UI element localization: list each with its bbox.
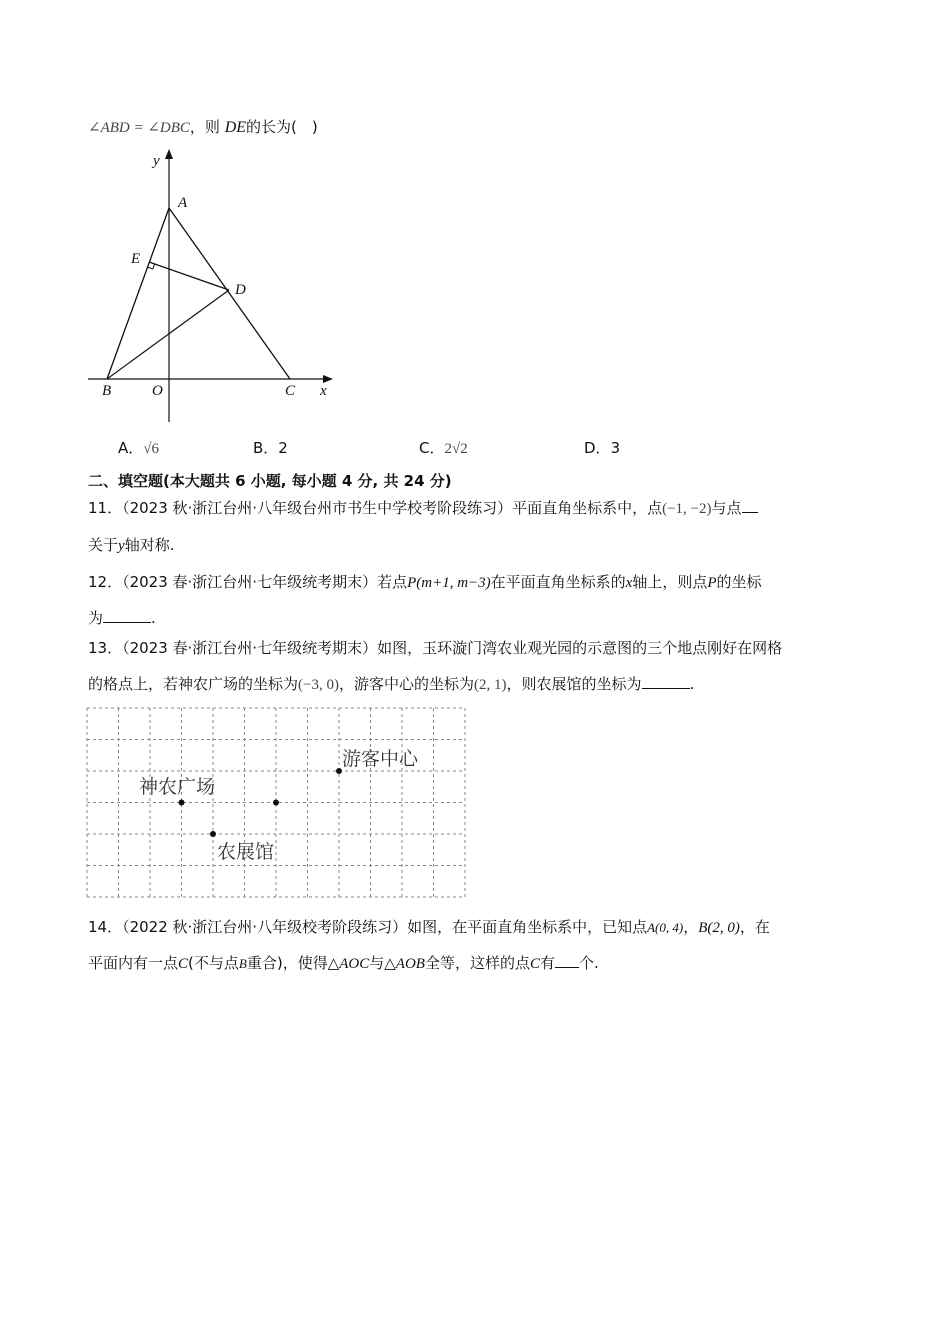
- fig-label-o: O: [152, 383, 163, 399]
- q12-num: 12．: [88, 573, 123, 591]
- q11-line2-a: 关于: [88, 536, 119, 554]
- q14-line2-g: 个.: [579, 954, 599, 972]
- fig-label-x: x: [320, 383, 327, 399]
- option-b-letter: B．: [253, 439, 279, 457]
- q12-x: x: [625, 575, 633, 591]
- q12-line2-text: 为: [88, 609, 104, 627]
- label-shennong-square: 神农广场: [139, 776, 216, 798]
- fig-label-d: D: [235, 282, 246, 298]
- option-c: [419, 437, 468, 458]
- fig-label-b: B: [102, 383, 112, 399]
- option-d-value: 3: [610, 439, 621, 457]
- q14-line2-b: (不与点: [188, 954, 239, 972]
- q11-after: 与点: [711, 499, 742, 517]
- option-a-value: √6: [143, 441, 159, 457]
- q11-num: 11．: [88, 499, 123, 517]
- q13-line2-c: ，则农展馆的坐标为: [506, 675, 642, 693]
- q11-y: y: [118, 538, 125, 554]
- label-expo-hall: 农展馆: [217, 841, 275, 863]
- q12-end: 的坐标: [716, 573, 762, 591]
- q14-line2-e: 全等，这样的点: [424, 954, 530, 972]
- option-d: [584, 437, 620, 458]
- q12-mid: 在平面直角坐标系的: [490, 573, 626, 591]
- origin-point: [273, 800, 279, 806]
- q14-tri1: △AOC: [327, 956, 370, 972]
- q14-line2-f: 有: [540, 954, 556, 972]
- q10-tail: 的长为( ): [246, 118, 318, 136]
- q13-num: 13．: [88, 639, 123, 657]
- q14-line2-a: 平面内有一点: [88, 954, 179, 972]
- q12-blank: [103, 608, 151, 623]
- q11-point: (−1, −2): [662, 501, 712, 517]
- q12-line2: [88, 608, 156, 628]
- q10-condition: [88, 117, 318, 138]
- q13-grid-figure: [86, 707, 466, 899]
- option-a-letter: A．: [118, 439, 144, 457]
- option-c-letter: C．: [419, 439, 445, 457]
- option-d-letter: D．: [584, 439, 611, 457]
- q12-source: （2023 春·浙江台州·七年级统考期末）若点: [122, 573, 408, 591]
- fig-label-c: C: [285, 383, 296, 399]
- q12-line1: [88, 572, 762, 593]
- q13-line2-a: 的格点上，若神农广场的坐标为: [88, 675, 299, 693]
- q11-source: （2023 秋·浙江台州·八年级台州市书生中学校考阶段练习）平面直角坐标系中，点: [122, 499, 663, 517]
- q11-line1: [88, 498, 758, 519]
- q13-line2-b: ，游客中心的坐标为: [338, 675, 474, 693]
- q14-blank: [555, 953, 579, 968]
- fig-label-a: A: [178, 195, 188, 211]
- shennong-point: [179, 800, 185, 806]
- q14-line2: [88, 953, 599, 974]
- fig-label-e: E: [131, 251, 141, 267]
- q14-num: 14．: [88, 918, 123, 936]
- q14-end1: ，在: [739, 918, 770, 936]
- q12-mid2: 轴上，则点: [632, 573, 708, 591]
- q13-line1-text: （2023 春·浙江台州·七年级统考期末）如图，玉环漩门湾农业观光园的示意图的三个地点刚好在网格: [122, 639, 783, 657]
- q13-blank: [642, 674, 690, 689]
- expo-hall-point: [210, 831, 216, 837]
- q10-angle-condition: ∠ABD = ∠DBC: [88, 120, 190, 136]
- q10-cond-text: ，则: [189, 118, 220, 136]
- option-b-value: 2: [278, 439, 288, 457]
- option-b: [253, 437, 288, 458]
- section2-title: 二、填空题(本大题共 6 小题, 每小题 4 分, 共 24 分): [88, 472, 452, 490]
- q14-point-b: B(2, 0): [698, 920, 740, 936]
- q14-b: B: [238, 956, 247, 971]
- q14-c: C: [178, 956, 189, 972]
- option-a: [118, 437, 159, 458]
- q10-figure: [85, 145, 345, 430]
- q11-line2-b: 轴对称.: [124, 536, 175, 554]
- q14-comma: ，: [683, 918, 699, 936]
- q10-de: DE: [224, 119, 247, 136]
- option-c-value: 2√2: [444, 441, 468, 457]
- q14-line2-c: 重合)，使得: [246, 954, 328, 972]
- q14-source: （2022 秋·浙江台州·八年级校考阶段练习）如图，在平面直角坐标系中，已知点: [122, 918, 648, 936]
- label-visitor-center: 游客中心: [342, 748, 419, 770]
- q13-line1: [88, 638, 782, 658]
- fig-label-y: y: [153, 153, 160, 169]
- q11-line2: [88, 535, 174, 556]
- q14-tri2: △AOB: [384, 956, 425, 972]
- q11-blank: [742, 498, 758, 513]
- q13-period: .: [689, 675, 695, 693]
- q14-line2-d: 与: [369, 954, 385, 972]
- q13-coord1: (−3, 0): [298, 677, 339, 693]
- q12-point: P(m+1, m−3): [407, 575, 491, 591]
- q12-period: .: [151, 609, 156, 627]
- q13-line2: [88, 674, 694, 695]
- q14-line1: [88, 917, 770, 938]
- q12-p: P: [707, 575, 717, 591]
- q14-c2: C: [529, 956, 540, 972]
- q14-point-a: A(0, 4): [647, 920, 684, 935]
- q13-coord2: (2, 1): [473, 677, 507, 693]
